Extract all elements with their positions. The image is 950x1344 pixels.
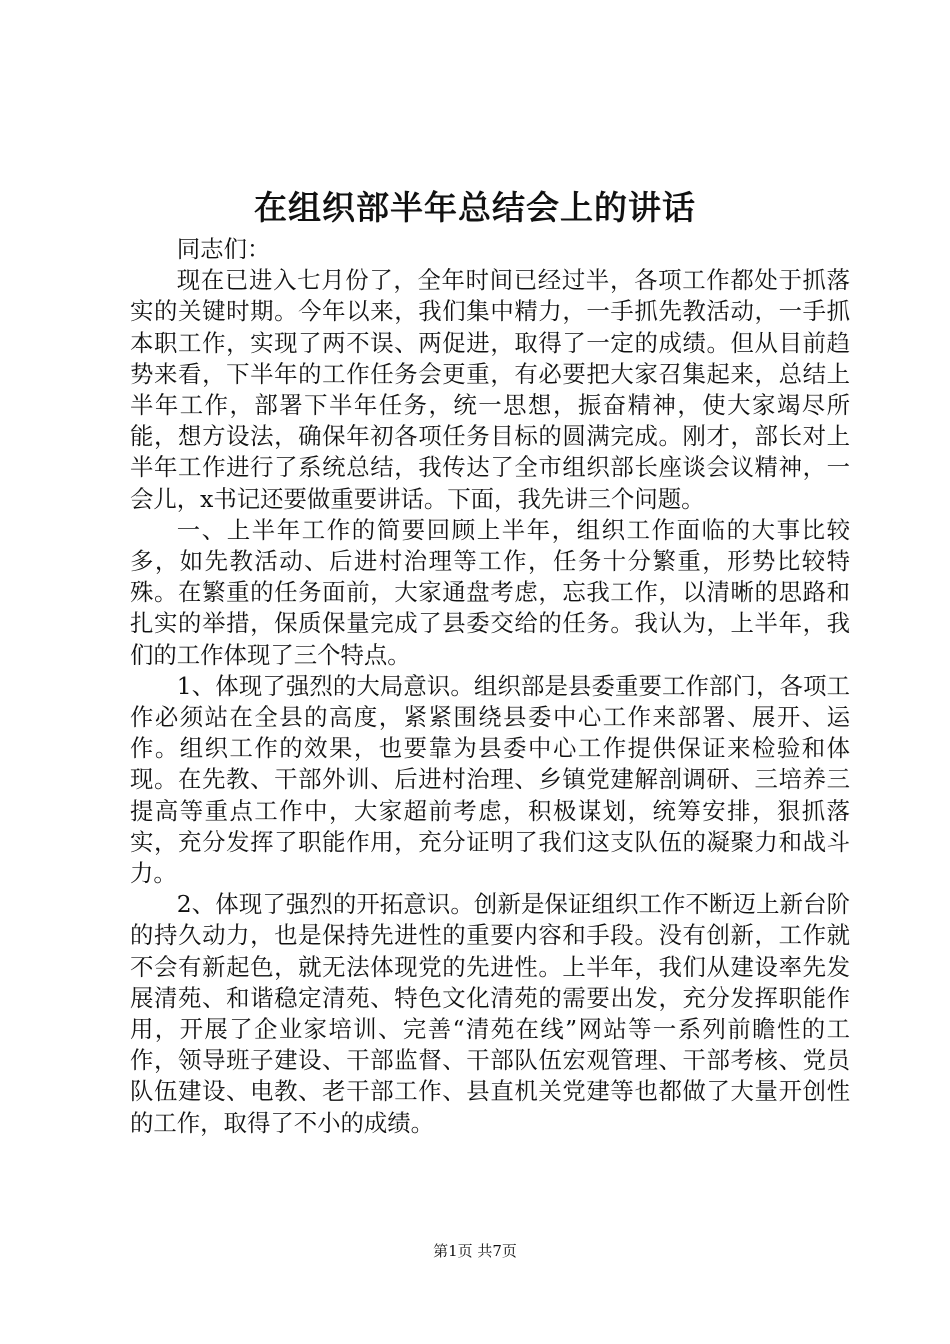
paragraph-section-one: 一、上半年工作的简要回顾上半年，组织工作面临的大事比较多，如先教活动、后进村治理等工作，任务十分繁重，形势比较特殊。在繁重的任务面前，大家通盘考虑，忘我工作，以清晰的思路和扎实的举措，保质保量完成了县委交给的任务。我认为，上半年，我们的工作体现了三个特点。 — [130, 515, 850, 669]
paragraph-intro: 现在已进入七月份了，全年时间已经过半，各项工作都处于抓落实的关键时期。今年以来，我们集中精力，一手抓先教活动，一手抓本职工作，实现了两不误、两促进，取得了一定的成绩。但从目前趋势来看，下半年的工作任务会更重，有必要把大家召集起来，总结上半年工作，部署下半年任务，统一思想，振奋精神，使大家竭尽所能，想方设法，确保年初各项任务目标的圆满完成。刚才，部长对上半年工作进行了系统总结，我传达了全市组织部长座谈会议精神，一会儿，x书记还要做重要讲话。下面，我先讲三个问题。 — [130, 266, 850, 513]
paragraph-point-one: 1、体现了强烈的大局意识。组织部是县委重要工作部门，各项工作必须站在全县的高度，紧紧围绕县委中心工作来部署、展开、运作。组织工作的效果，也要靠为县委中心工作提供保证来检验和体现。在先教、干部外训、后进村治理、乡镇党建解剖调研、三培养三提高等重点工作中，大家超前考虑，积极谋划，统筹安排，狠抓落实，充分发挥了职能作用，充分证明了我们这支队伍的凝聚力和战斗力。 — [130, 671, 850, 888]
paragraph-point-two: 2、体现了强烈的开拓意识。创新是保证组织工作不断迈上新台阶的持久动力，也是保持先进性的重要内容和手段。没有创新，工作就不会有新起色，就无法体现党的先进性。上半年，我们从建设率先发展清苑、和谐稳定清苑、特色文化清苑的需要出发，充分发挥职能作用，开展了企业家培训、完善“清苑在线”网站等一系列前瞻性的工作，领导班子建设、干部监督、干部队伍宏观管理、干部考核、党员队伍建设、电教、老干部工作、县直机关党建等也都做了大量开创性的工作，取得了不小的成绩。 — [130, 890, 850, 1137]
document-body — [130, 234, 850, 1139]
document-title: 在组织部半年总结会上的讲话 — [254, 188, 696, 227]
salutation: 同志们： — [176, 235, 271, 263]
page-footer: 第1页 共7页 — [433, 1242, 517, 1260]
